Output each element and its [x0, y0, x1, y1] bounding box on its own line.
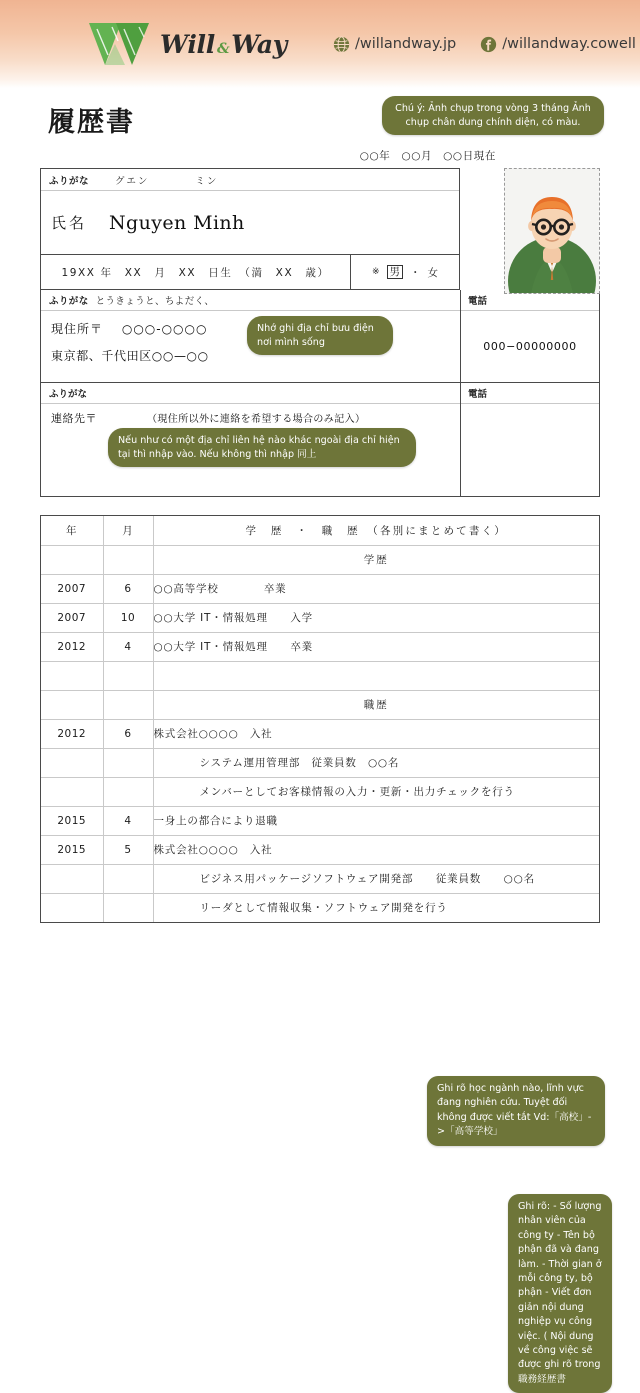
table-row: [41, 748, 599, 777]
furigana-family-name[interactable]: グエン: [115, 175, 150, 187]
row-month[interactable]: [103, 690, 153, 719]
row-year[interactable]: 2007: [41, 603, 103, 632]
row-month[interactable]: 4: [103, 632, 153, 661]
gender-field[interactable]: [351, 255, 459, 289]
name-label: 氏名: [51, 214, 88, 232]
resume-page: [0, 98, 640, 1385]
callout-work-note: Ghi rõ: - Số lượng nhân viên của công ty - Tên bộ phận đã và đang làm. - Thời gian ở mỗi công ty, bộ phận - Viết đơn giản nội dung nghiệp vụ công việc. ( Nội dung về công việc sẽ được ghi rõ trong 職務経歴書: [508, 1194, 612, 1393]
contact-furigana-label: ふりがな: [41, 383, 460, 404]
facebook-icon: [480, 36, 497, 53]
address-furigana-value[interactable]: とうきょうと、ちよだく、: [95, 296, 215, 307]
row-month[interactable]: 10: [103, 603, 153, 632]
row-year[interactable]: [41, 893, 103, 922]
personal-info-block: [40, 168, 600, 290]
address-line-value[interactable]: 東京都、千代田区○○—○○: [51, 349, 209, 363]
name-row: [41, 191, 459, 255]
table-row: [41, 603, 599, 632]
header-month: 月: [103, 516, 153, 545]
address-tel-label: 電話: [461, 290, 599, 311]
row-description[interactable]: リーダとして情報収集・ソフトウェア開発を行う: [199, 902, 448, 915]
row-month[interactable]: 6: [103, 719, 153, 748]
row-month[interactable]: [103, 748, 153, 777]
row-year[interactable]: [41, 661, 103, 690]
row-month[interactable]: [103, 777, 153, 806]
row-year[interactable]: 2015: [41, 835, 103, 864]
address-tel-value[interactable]: 000−00000000: [461, 311, 599, 383]
brand-wordmark: [160, 30, 287, 59]
row-description[interactable]: ○○高等学校 卒業: [153, 574, 599, 603]
table-row: [41, 719, 599, 748]
row-year[interactable]: 2012: [41, 719, 103, 748]
contact-address-hint: （現住所以外に連絡を希望する場合のみ記入）: [147, 414, 366, 425]
row-year[interactable]: [41, 777, 103, 806]
name-box: [40, 168, 460, 290]
callout-address-note: Nhớ ghi địa chỉ bưu điện nơi mình sống: [247, 316, 393, 355]
history-table-body: [41, 516, 599, 922]
history-table: [41, 516, 599, 922]
history-table-wrapper: [40, 515, 602, 1385]
name-value[interactable]: Nguyen Minh: [109, 211, 245, 234]
contact-address-label: 連絡先〒: [51, 412, 97, 425]
social-links: [333, 36, 636, 53]
row-description[interactable]: 株式会社○○○○ 入社: [153, 719, 599, 748]
page-title: 履歴書: [48, 107, 135, 138]
postal-code-value[interactable]: ○○○-○○○○: [121, 322, 208, 336]
history-table-header-row: [41, 516, 599, 545]
site-header-banner: [0, 0, 640, 88]
row-year[interactable]: [41, 545, 103, 574]
table-row: [41, 545, 599, 574]
row-month[interactable]: 6: [103, 574, 153, 603]
applicant-photo-illustration: [505, 169, 599, 293]
gender-asterisk: ※: [371, 267, 380, 277]
gender-separator: ・: [410, 266, 421, 279]
website-url-label: /willandway.jp: [355, 36, 457, 52]
row-description[interactable]: メンバーとしてお客様情報の入力・更新・出力チェックを行う: [153, 777, 599, 806]
header-year: 年: [41, 516, 103, 545]
table-row: [41, 574, 599, 603]
furigana-row: [41, 169, 459, 191]
row-month[interactable]: 4: [103, 806, 153, 835]
table-row: [41, 835, 599, 864]
table-row: [41, 893, 599, 922]
birth-row: [41, 255, 459, 289]
row-description[interactable]: 株式会社○○○○ 入社: [153, 835, 599, 864]
row-year[interactable]: 2007: [41, 574, 103, 603]
table-row: [41, 777, 599, 806]
row-description[interactable]: 一身上の都合により退職: [153, 806, 599, 835]
row-description[interactable]: [153, 661, 599, 690]
row-month[interactable]: 5: [103, 835, 153, 864]
address-furigana-label: ふりがな: [49, 296, 89, 307]
row-month[interactable]: [103, 661, 153, 690]
birthdate-field[interactable]: 19XX 年 XX 月 XX 日生 （満 XX 歳）: [41, 255, 351, 289]
row-month[interactable]: [103, 893, 153, 922]
furigana-given-name[interactable]: ミン: [195, 175, 219, 187]
will-and-way-logo-icon: [88, 21, 150, 67]
row-description[interactable]: ビジネス用パッケージソフトウェア開発部 従業員数 ○○名: [153, 864, 599, 893]
furigana-label: ふりがな: [49, 175, 90, 187]
table-row: [41, 806, 599, 835]
table-row: [41, 690, 599, 719]
header-description: 学 歴 ・ 職 歴 （各別にまとめて書く）: [153, 516, 599, 545]
row-month[interactable]: [103, 545, 153, 574]
row-year[interactable]: [41, 748, 103, 777]
row-section-label[interactable]: 職歴: [153, 690, 599, 719]
contact-line: [51, 410, 460, 426]
callout-contact-note: Nếu như có một địa chỉ liên hệ nào khác ngoài địa chỉ hiện tại thì nhập vào. Nếu không thì nhập 同上: [108, 428, 416, 467]
table-row: [41, 632, 599, 661]
facebook-url-label: /willandway.cowell: [502, 36, 636, 52]
telephone-column: [461, 290, 599, 496]
row-month[interactable]: [103, 864, 153, 893]
brand-ampersand: &: [216, 40, 230, 57]
row-description[interactable]: ○○大学 IT・情報処理 入学: [153, 603, 599, 632]
row-description[interactable]: ○○大学 IT・情報処理 卒業: [153, 632, 599, 661]
brand-last-word: Way: [231, 29, 288, 59]
row-year[interactable]: [41, 864, 103, 893]
table-row: [41, 864, 599, 893]
facebook-link[interactable]: [480, 36, 636, 53]
photo-frame[interactable]: [504, 168, 600, 294]
globe-icon: [333, 36, 350, 53]
row-year[interactable]: 2015: [41, 806, 103, 835]
contact-tel-value[interactable]: [461, 404, 599, 496]
row-year[interactable]: 2012: [41, 632, 103, 661]
current-address-label: 現住所〒: [51, 322, 104, 336]
website-link[interactable]: [333, 36, 456, 53]
as-of-date: ○○年 ○○月 ○○日現在: [359, 150, 496, 162]
callout-photo-note: Chú ý: Ảnh chụp trong vòng 3 tháng Ảnh chụp chân dung chính diện, có màu.: [382, 96, 604, 135]
row-section-label[interactable]: 学歴: [153, 545, 599, 574]
callout-education-note: Ghi rõ học ngành nào, lĩnh vực đang nghiên cứu. Tuyệt đối không được viết tắt Vd:「高校」->「高等学校」: [427, 1076, 605, 1146]
address-furigana-row: [41, 290, 460, 311]
row-year[interactable]: [41, 690, 103, 719]
table-row: [41, 661, 599, 690]
brand-first-word: Will: [160, 29, 215, 59]
row-description[interactable]: システム運用管理部 従業員数 ○○名: [153, 748, 599, 777]
gender-option-female[interactable]: 女: [427, 266, 439, 279]
gender-option-male[interactable]: 男: [387, 265, 404, 279]
contact-tel-label: 電話: [461, 383, 599, 404]
